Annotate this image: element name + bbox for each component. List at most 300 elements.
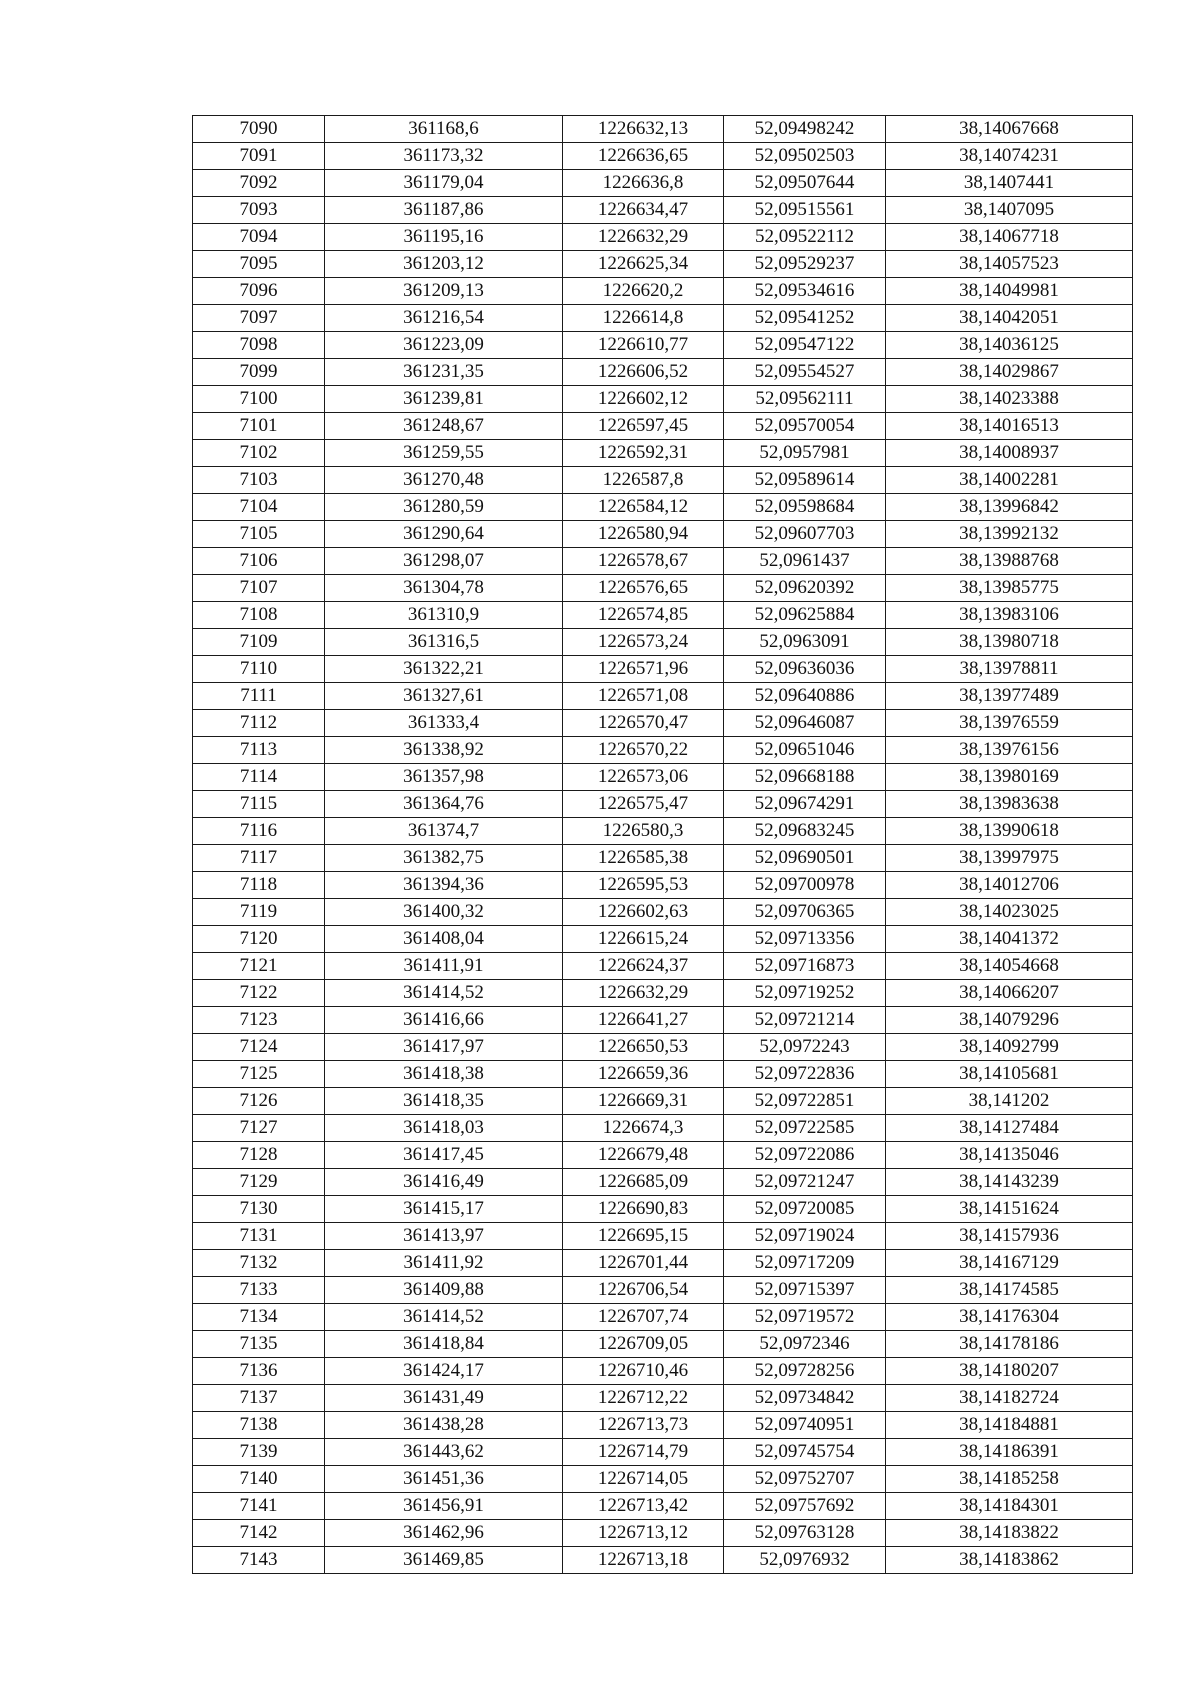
- latitude-cell: 52,09507644: [724, 170, 886, 197]
- latitude-cell: 52,09625884: [724, 602, 886, 629]
- longitude-cell: 38,14008937: [886, 440, 1133, 467]
- longitude-cell: 38,14057523: [886, 251, 1133, 278]
- table-row: [193, 359, 1133, 386]
- point-number-cell: 7114: [193, 764, 325, 791]
- longitude-cell: 38,14041372: [886, 926, 1133, 953]
- table-row: [193, 872, 1133, 899]
- point-number-cell: 7140: [193, 1466, 325, 1493]
- latitude-cell: 52,09700978: [724, 872, 886, 899]
- y-coordinate-cell: 1226614,8: [563, 305, 724, 332]
- point-number-cell: 7092: [193, 170, 325, 197]
- point-number-cell: 7110: [193, 656, 325, 683]
- x-coordinate-cell: 361248,67: [325, 413, 563, 440]
- table-row: [193, 1196, 1133, 1223]
- y-coordinate-cell: 1226685,09: [563, 1169, 724, 1196]
- table-row: [193, 1466, 1133, 1493]
- point-number-cell: 7142: [193, 1520, 325, 1547]
- longitude-cell: 38,14182724: [886, 1385, 1133, 1412]
- point-number-cell: 7143: [193, 1547, 325, 1574]
- longitude-cell: 38,13988768: [886, 548, 1133, 575]
- point-number-cell: 7135: [193, 1331, 325, 1358]
- latitude-cell: 52,0972346: [724, 1331, 886, 1358]
- latitude-cell: 52,09745754: [724, 1439, 886, 1466]
- point-number-cell: 7127: [193, 1115, 325, 1142]
- latitude-cell: 52,09717209: [724, 1250, 886, 1277]
- table-row: [193, 467, 1133, 494]
- longitude-cell: 38,14067668: [886, 116, 1133, 143]
- table-row: [193, 1412, 1133, 1439]
- y-coordinate-cell: 1226595,53: [563, 872, 724, 899]
- longitude-cell: 38,14185258: [886, 1466, 1133, 1493]
- x-coordinate-cell: 361333,4: [325, 710, 563, 737]
- point-number-cell: 7122: [193, 980, 325, 1007]
- x-coordinate-cell: 361270,48: [325, 467, 563, 494]
- longitude-cell: 38,14092799: [886, 1034, 1133, 1061]
- table-row: [193, 899, 1133, 926]
- table-row: [193, 980, 1133, 1007]
- point-number-cell: 7115: [193, 791, 325, 818]
- longitude-cell: 38,13978811: [886, 656, 1133, 683]
- x-coordinate-cell: 361239,81: [325, 386, 563, 413]
- longitude-cell: 38,14183862: [886, 1547, 1133, 1574]
- y-coordinate-cell: 1226634,47: [563, 197, 724, 224]
- table-row: [193, 1358, 1133, 1385]
- point-number-cell: 7134: [193, 1304, 325, 1331]
- latitude-cell: 52,09721214: [724, 1007, 886, 1034]
- x-coordinate-cell: 361424,17: [325, 1358, 563, 1385]
- longitude-cell: 38,13996842: [886, 494, 1133, 521]
- longitude-cell: 38,14174585: [886, 1277, 1133, 1304]
- x-coordinate-cell: 361338,92: [325, 737, 563, 764]
- table-row: [193, 1304, 1133, 1331]
- y-coordinate-cell: 1226571,08: [563, 683, 724, 710]
- latitude-cell: 52,09554527: [724, 359, 886, 386]
- x-coordinate-cell: 361416,49: [325, 1169, 563, 1196]
- y-coordinate-cell: 1226632,29: [563, 980, 724, 1007]
- longitude-cell: 38,13985775: [886, 575, 1133, 602]
- point-number-cell: 7141: [193, 1493, 325, 1520]
- point-number-cell: 7099: [193, 359, 325, 386]
- latitude-cell: 52,09502503: [724, 143, 886, 170]
- x-coordinate-cell: 361418,38: [325, 1061, 563, 1088]
- longitude-cell: 38,1407095: [886, 197, 1133, 224]
- x-coordinate-cell: 361415,17: [325, 1196, 563, 1223]
- point-number-cell: 7139: [193, 1439, 325, 1466]
- y-coordinate-cell: 1226713,12: [563, 1520, 724, 1547]
- table-row: [193, 1250, 1133, 1277]
- x-coordinate-cell: 361209,13: [325, 278, 563, 305]
- latitude-cell: 52,09683245: [724, 818, 886, 845]
- latitude-cell: 52,09706365: [724, 899, 886, 926]
- table-row: [193, 494, 1133, 521]
- point-number-cell: 7097: [193, 305, 325, 332]
- point-number-cell: 7128: [193, 1142, 325, 1169]
- table-row: [193, 1493, 1133, 1520]
- point-number-cell: 7126: [193, 1088, 325, 1115]
- longitude-cell: 38,14036125: [886, 332, 1133, 359]
- y-coordinate-cell: 1226706,54: [563, 1277, 724, 1304]
- table-row: [193, 413, 1133, 440]
- x-coordinate-cell: 361364,76: [325, 791, 563, 818]
- point-number-cell: 7136: [193, 1358, 325, 1385]
- y-coordinate-cell: 1226570,47: [563, 710, 724, 737]
- y-coordinate-cell: 1226602,63: [563, 899, 724, 926]
- longitude-cell: 38,14180207: [886, 1358, 1133, 1385]
- longitude-cell: 38,13980169: [886, 764, 1133, 791]
- point-number-cell: 7119: [193, 899, 325, 926]
- longitude-cell: 38,13983106: [886, 602, 1133, 629]
- table-row: [193, 1223, 1133, 1250]
- latitude-cell: 52,09722851: [724, 1088, 886, 1115]
- latitude-cell: 52,09522112: [724, 224, 886, 251]
- x-coordinate-cell: 361411,92: [325, 1250, 563, 1277]
- y-coordinate-cell: 1226713,18: [563, 1547, 724, 1574]
- longitude-cell: 38,14012706: [886, 872, 1133, 899]
- point-number-cell: 7091: [193, 143, 325, 170]
- y-coordinate-cell: 1226707,74: [563, 1304, 724, 1331]
- longitude-cell: 38,13997975: [886, 845, 1133, 872]
- longitude-cell: 38,14054668: [886, 953, 1133, 980]
- longitude-cell: 38,1407441: [886, 170, 1133, 197]
- latitude-cell: 52,09651046: [724, 737, 886, 764]
- x-coordinate-cell: 361374,7: [325, 818, 563, 845]
- y-coordinate-cell: 1226573,06: [563, 764, 724, 791]
- point-number-cell: 7105: [193, 521, 325, 548]
- table-row: [193, 386, 1133, 413]
- latitude-cell: 52,09646087: [724, 710, 886, 737]
- longitude-cell: 38,14016513: [886, 413, 1133, 440]
- x-coordinate-cell: 361443,62: [325, 1439, 563, 1466]
- table-row: [193, 251, 1133, 278]
- latitude-cell: 52,09728256: [724, 1358, 886, 1385]
- longitude-cell: 38,13990618: [886, 818, 1133, 845]
- x-coordinate-cell: 361231,35: [325, 359, 563, 386]
- point-number-cell: 7117: [193, 845, 325, 872]
- latitude-cell: 52,09721247: [724, 1169, 886, 1196]
- y-coordinate-cell: 1226576,65: [563, 575, 724, 602]
- y-coordinate-cell: 1226624,37: [563, 953, 724, 980]
- x-coordinate-cell: 361418,03: [325, 1115, 563, 1142]
- latitude-cell: 52,09541252: [724, 305, 886, 332]
- longitude-cell: 38,14167129: [886, 1250, 1133, 1277]
- y-coordinate-cell: 1226709,05: [563, 1331, 724, 1358]
- latitude-cell: 52,09674291: [724, 791, 886, 818]
- table-row: [193, 548, 1133, 575]
- table-row: [193, 1277, 1133, 1304]
- x-coordinate-cell: 361456,91: [325, 1493, 563, 1520]
- table-row: [193, 1385, 1133, 1412]
- table-row: [193, 1034, 1133, 1061]
- point-number-cell: 7130: [193, 1196, 325, 1223]
- y-coordinate-cell: 1226592,31: [563, 440, 724, 467]
- x-coordinate-cell: 361173,32: [325, 143, 563, 170]
- x-coordinate-cell: 361382,75: [325, 845, 563, 872]
- latitude-cell: 52,0961437: [724, 548, 886, 575]
- x-coordinate-cell: 361438,28: [325, 1412, 563, 1439]
- longitude-cell: 38,13983638: [886, 791, 1133, 818]
- longitude-cell: 38,14157936: [886, 1223, 1133, 1250]
- longitude-cell: 38,14184881: [886, 1412, 1133, 1439]
- table-row: [193, 1520, 1133, 1547]
- x-coordinate-cell: 361327,61: [325, 683, 563, 710]
- table-row: [193, 683, 1133, 710]
- x-coordinate-cell: 361357,98: [325, 764, 563, 791]
- y-coordinate-cell: 1226674,3: [563, 1115, 724, 1142]
- point-number-cell: 7138: [193, 1412, 325, 1439]
- latitude-cell: 52,09570054: [724, 413, 886, 440]
- table-row: [193, 1061, 1133, 1088]
- table-row: [193, 764, 1133, 791]
- longitude-cell: 38,13976156: [886, 737, 1133, 764]
- x-coordinate-cell: 361310,9: [325, 602, 563, 629]
- longitude-cell: 38,14074231: [886, 143, 1133, 170]
- x-coordinate-cell: 361316,5: [325, 629, 563, 656]
- point-number-cell: 7107: [193, 575, 325, 602]
- point-number-cell: 7112: [193, 710, 325, 737]
- y-coordinate-cell: 1226584,12: [563, 494, 724, 521]
- table-row: [193, 332, 1133, 359]
- latitude-cell: 52,09668188: [724, 764, 886, 791]
- latitude-cell: 52,09547122: [724, 332, 886, 359]
- table-row: [193, 1115, 1133, 1142]
- latitude-cell: 52,0972243: [724, 1034, 886, 1061]
- longitude-cell: 38,14184301: [886, 1493, 1133, 1520]
- longitude-cell: 38,14023388: [886, 386, 1133, 413]
- y-coordinate-cell: 1226571,96: [563, 656, 724, 683]
- table-row: [193, 305, 1133, 332]
- x-coordinate-cell: 361400,32: [325, 899, 563, 926]
- table-row: [193, 197, 1133, 224]
- y-coordinate-cell: 1226602,12: [563, 386, 724, 413]
- x-coordinate-cell: 361414,52: [325, 980, 563, 1007]
- longitude-cell: 38,14183822: [886, 1520, 1133, 1547]
- point-number-cell: 7096: [193, 278, 325, 305]
- latitude-cell: 52,09715397: [724, 1277, 886, 1304]
- latitude-cell: 52,09498242: [724, 116, 886, 143]
- longitude-cell: 38,14176304: [886, 1304, 1133, 1331]
- x-coordinate-cell: 361322,21: [325, 656, 563, 683]
- longitude-cell: 38,14023025: [886, 899, 1133, 926]
- table-row: [193, 1331, 1133, 1358]
- latitude-cell: 52,09716873: [724, 953, 886, 980]
- x-coordinate-cell: 361187,86: [325, 197, 563, 224]
- longitude-cell: 38,141202: [886, 1088, 1133, 1115]
- latitude-cell: 52,09722086: [724, 1142, 886, 1169]
- longitude-cell: 38,14151624: [886, 1196, 1133, 1223]
- y-coordinate-cell: 1226574,85: [563, 602, 724, 629]
- y-coordinate-cell: 1226632,29: [563, 224, 724, 251]
- x-coordinate-cell: 361223,09: [325, 332, 563, 359]
- y-coordinate-cell: 1226632,13: [563, 116, 724, 143]
- latitude-cell: 52,09598684: [724, 494, 886, 521]
- point-number-cell: 7111: [193, 683, 325, 710]
- y-coordinate-cell: 1226690,83: [563, 1196, 724, 1223]
- x-coordinate-cell: 361290,64: [325, 521, 563, 548]
- table-row: [193, 575, 1133, 602]
- table-row: [193, 953, 1133, 980]
- y-coordinate-cell: 1226669,31: [563, 1088, 724, 1115]
- point-number-cell: 7113: [193, 737, 325, 764]
- x-coordinate-cell: 361411,91: [325, 953, 563, 980]
- y-coordinate-cell: 1226580,94: [563, 521, 724, 548]
- y-coordinate-cell: 1226575,47: [563, 791, 724, 818]
- longitude-cell: 38,13976559: [886, 710, 1133, 737]
- table-row: [193, 116, 1133, 143]
- point-number-cell: 7137: [193, 1385, 325, 1412]
- table-row: [193, 845, 1133, 872]
- table-row: [193, 1007, 1133, 1034]
- table-row: [193, 224, 1133, 251]
- latitude-cell: 52,09719252: [724, 980, 886, 1007]
- x-coordinate-cell: 361408,04: [325, 926, 563, 953]
- y-coordinate-cell: 1226585,38: [563, 845, 724, 872]
- latitude-cell: 52,0957981: [724, 440, 886, 467]
- coordinates-table: [192, 115, 1133, 1574]
- latitude-cell: 52,09640886: [724, 683, 886, 710]
- x-coordinate-cell: 361409,88: [325, 1277, 563, 1304]
- point-number-cell: 7123: [193, 1007, 325, 1034]
- x-coordinate-cell: 361469,85: [325, 1547, 563, 1574]
- longitude-cell: 38,14127484: [886, 1115, 1133, 1142]
- x-coordinate-cell: 361462,96: [325, 1520, 563, 1547]
- latitude-cell: 52,09763128: [724, 1520, 886, 1547]
- table-row: [193, 1547, 1133, 1574]
- y-coordinate-cell: 1226587,8: [563, 467, 724, 494]
- latitude-cell: 52,09719024: [724, 1223, 886, 1250]
- latitude-cell: 52,09740951: [724, 1412, 886, 1439]
- longitude-cell: 38,14029867: [886, 359, 1133, 386]
- longitude-cell: 38,13977489: [886, 683, 1133, 710]
- longitude-cell: 38,14067718: [886, 224, 1133, 251]
- y-coordinate-cell: 1226712,22: [563, 1385, 724, 1412]
- x-coordinate-cell: 361417,45: [325, 1142, 563, 1169]
- latitude-cell: 52,09752707: [724, 1466, 886, 1493]
- longitude-cell: 38,14178186: [886, 1331, 1133, 1358]
- y-coordinate-cell: 1226578,67: [563, 548, 724, 575]
- x-coordinate-cell: 361179,04: [325, 170, 563, 197]
- latitude-cell: 52,09690501: [724, 845, 886, 872]
- point-number-cell: 7124: [193, 1034, 325, 1061]
- latitude-cell: 52,09607703: [724, 521, 886, 548]
- point-number-cell: 7121: [193, 953, 325, 980]
- longitude-cell: 38,14049981: [886, 278, 1133, 305]
- point-number-cell: 7129: [193, 1169, 325, 1196]
- longitude-cell: 38,14143239: [886, 1169, 1133, 1196]
- latitude-cell: 52,09620392: [724, 575, 886, 602]
- latitude-cell: 52,0963091: [724, 629, 886, 656]
- point-number-cell: 7094: [193, 224, 325, 251]
- x-coordinate-cell: 361451,36: [325, 1466, 563, 1493]
- y-coordinate-cell: 1226606,52: [563, 359, 724, 386]
- y-coordinate-cell: 1226625,34: [563, 251, 724, 278]
- longitude-cell: 38,13992132: [886, 521, 1133, 548]
- latitude-cell: 52,09734842: [724, 1385, 886, 1412]
- table-row: [193, 656, 1133, 683]
- latitude-cell: 52,09589614: [724, 467, 886, 494]
- point-number-cell: 7118: [193, 872, 325, 899]
- longitude-cell: 38,14105681: [886, 1061, 1133, 1088]
- y-coordinate-cell: 1226679,48: [563, 1142, 724, 1169]
- point-number-cell: 7093: [193, 197, 325, 224]
- x-coordinate-cell: 361216,54: [325, 305, 563, 332]
- latitude-cell: 52,09757692: [724, 1493, 886, 1520]
- x-coordinate-cell: 361418,35: [325, 1088, 563, 1115]
- table-row: [193, 143, 1133, 170]
- table-row: [193, 1088, 1133, 1115]
- table-row: [193, 440, 1133, 467]
- coordinates-table-body: [193, 116, 1133, 1574]
- x-coordinate-cell: 361414,52: [325, 1304, 563, 1331]
- table-row: [193, 710, 1133, 737]
- latitude-cell: 52,09529237: [724, 251, 886, 278]
- latitude-cell: 52,09720085: [724, 1196, 886, 1223]
- y-coordinate-cell: 1226580,3: [563, 818, 724, 845]
- x-coordinate-cell: 361168,6: [325, 116, 563, 143]
- table-row: [193, 791, 1133, 818]
- y-coordinate-cell: 1226573,24: [563, 629, 724, 656]
- x-coordinate-cell: 361280,59: [325, 494, 563, 521]
- y-coordinate-cell: 1226695,15: [563, 1223, 724, 1250]
- x-coordinate-cell: 361413,97: [325, 1223, 563, 1250]
- point-number-cell: 7100: [193, 386, 325, 413]
- latitude-cell: 52,09713356: [724, 926, 886, 953]
- table-row: [193, 629, 1133, 656]
- y-coordinate-cell: 1226713,42: [563, 1493, 724, 1520]
- latitude-cell: 52,09515561: [724, 197, 886, 224]
- x-coordinate-cell: 361416,66: [325, 1007, 563, 1034]
- y-coordinate-cell: 1226615,24: [563, 926, 724, 953]
- y-coordinate-cell: 1226636,8: [563, 170, 724, 197]
- point-number-cell: 7116: [193, 818, 325, 845]
- y-coordinate-cell: 1226650,53: [563, 1034, 724, 1061]
- table-row: [193, 602, 1133, 629]
- table-row: [193, 278, 1133, 305]
- y-coordinate-cell: 1226714,79: [563, 1439, 724, 1466]
- table-row: [193, 926, 1133, 953]
- point-number-cell: 7102: [193, 440, 325, 467]
- longitude-cell: 38,14066207: [886, 980, 1133, 1007]
- table-row: [193, 1142, 1133, 1169]
- point-number-cell: 7106: [193, 548, 325, 575]
- point-number-cell: 7090: [193, 116, 325, 143]
- x-coordinate-cell: 361431,49: [325, 1385, 563, 1412]
- y-coordinate-cell: 1226597,45: [563, 413, 724, 440]
- y-coordinate-cell: 1226710,46: [563, 1358, 724, 1385]
- point-number-cell: 7125: [193, 1061, 325, 1088]
- longitude-cell: 38,14079296: [886, 1007, 1133, 1034]
- x-coordinate-cell: 361417,97: [325, 1034, 563, 1061]
- latitude-cell: 52,09562111: [724, 386, 886, 413]
- table-row: [193, 818, 1133, 845]
- point-number-cell: 7108: [193, 602, 325, 629]
- point-number-cell: 7109: [193, 629, 325, 656]
- x-coordinate-cell: 361203,12: [325, 251, 563, 278]
- y-coordinate-cell: 1226659,36: [563, 1061, 724, 1088]
- point-number-cell: 7104: [193, 494, 325, 521]
- y-coordinate-cell: 1226570,22: [563, 737, 724, 764]
- longitude-cell: 38,13980718: [886, 629, 1133, 656]
- y-coordinate-cell: 1226713,73: [563, 1412, 724, 1439]
- longitude-cell: 38,14002281: [886, 467, 1133, 494]
- latitude-cell: 52,09719572: [724, 1304, 886, 1331]
- point-number-cell: 7132: [193, 1250, 325, 1277]
- x-coordinate-cell: 361195,16: [325, 224, 563, 251]
- latitude-cell: 52,09534616: [724, 278, 886, 305]
- y-coordinate-cell: 1226620,2: [563, 278, 724, 305]
- table-row: [193, 737, 1133, 764]
- latitude-cell: 52,09636036: [724, 656, 886, 683]
- y-coordinate-cell: 1226641,27: [563, 1007, 724, 1034]
